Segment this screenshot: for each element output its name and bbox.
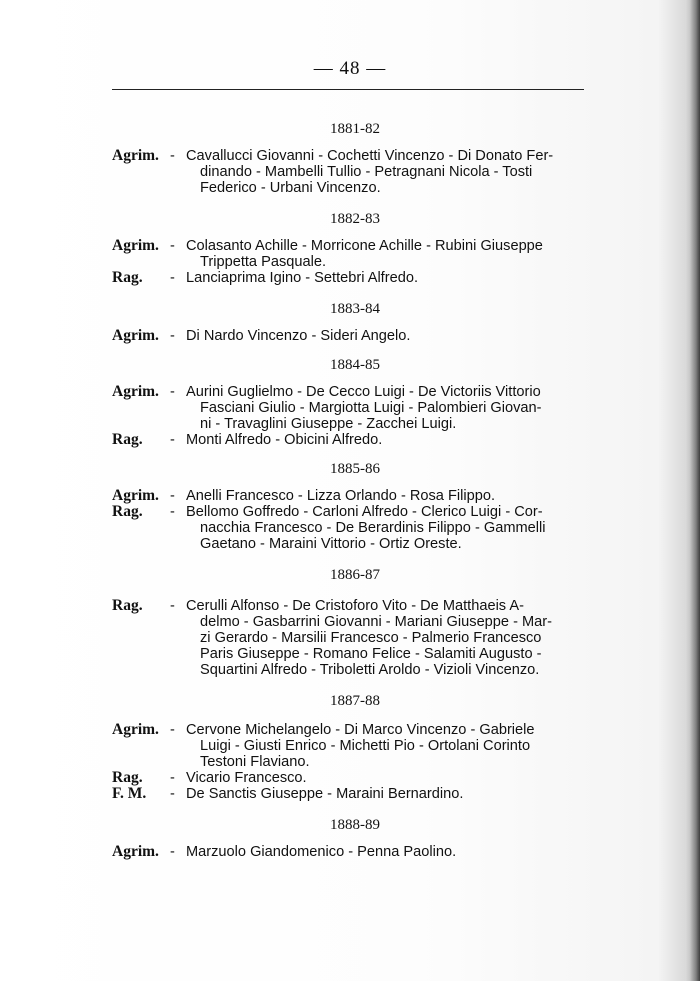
separator-dash: - (170, 598, 175, 614)
list-item (112, 328, 598, 344)
names-line: ni - Travaglini Giuseppe - Zacchei Luigi. (200, 416, 457, 432)
list-item (112, 384, 598, 432)
names-line: Gaetano - Maraini Vittorio - Ortiz Oreste. (200, 536, 462, 552)
separator-dash: - (170, 328, 175, 344)
names-line: Vicario Francesco. (186, 770, 307, 786)
separator-dash: - (170, 770, 175, 786)
graduates-list (112, 108, 598, 860)
separator-dash: - (170, 786, 175, 802)
category-label: Agrim. (112, 487, 159, 504)
names-line: Squartini Alfredo - Triboletti Aroldo - Vizioli Vincenzo. (200, 662, 540, 678)
category-label: Agrim. (112, 383, 159, 400)
page-number: — 48 — (313, 58, 387, 79)
names-line: nacchia Francesco - De Berardinis Filippo - Gammelli (200, 520, 546, 536)
names-line: Testoni Flaviano. (200, 754, 310, 770)
names-block (186, 786, 598, 802)
names-line: delmo - Gasbarrini Giovanni - Mariani Giuseppe - Mar- (200, 614, 552, 630)
category-label: Rag. (112, 769, 143, 786)
year-heading: 1888-89 (330, 817, 380, 833)
names-block (186, 384, 598, 432)
page-edge-shadow (690, 0, 700, 981)
names-line: Cerulli Alfonso - De Cristoforo Vito - De Matthaeis A- (186, 598, 524, 614)
names-block (186, 722, 598, 770)
separator-dash: - (170, 722, 175, 738)
names-line: Anelli Francesco - Lizza Orlando - Rosa Filippo. (186, 488, 496, 504)
category-label: Agrim. (112, 147, 159, 164)
year-heading: 1882-83 (330, 211, 380, 227)
year-heading: 1883-84 (330, 301, 380, 317)
list-item (112, 488, 598, 504)
year-heading: 1885-86 (330, 461, 380, 477)
category-label: Agrim. (112, 843, 159, 860)
names-line: Trippetta Pasquale. (200, 254, 327, 270)
header-rule (112, 89, 584, 90)
names-line: Federico - Urbani Vincenzo. (200, 180, 381, 196)
separator-dash: - (170, 384, 175, 400)
list-item (112, 786, 598, 802)
separator-dash: - (170, 148, 175, 164)
category-label: Rag. (112, 597, 143, 614)
separator-dash: - (170, 432, 175, 448)
names-line: Cervone Michelangelo - Di Marco Vincenzo - Gabriele (186, 722, 535, 738)
names-line: Aurini Guglielmo - De Cecco Luigi - De Victoriis Vittorio (186, 384, 541, 400)
names-block (186, 432, 598, 448)
names-line: Monti Alfredo - Obicini Alfredo. (186, 432, 383, 448)
names-block (186, 770, 598, 786)
names-block (186, 504, 598, 552)
names-block (186, 488, 598, 504)
names-line: Colasanto Achille - Morricone Achille - Rubini Giuseppe (186, 238, 543, 254)
year-heading: 1887-88 (330, 693, 380, 709)
names-line: Fasciani Giulio - Margiotta Luigi - Palombieri Giovan- (200, 400, 542, 416)
names-line: dinando - Mambelli Tullio - Petragnani Nicola - Tosti (200, 164, 533, 180)
names-line: Paris Giuseppe - Romano Felice - Salamiti Augusto - (200, 646, 542, 662)
list-item (112, 770, 598, 786)
names-line: De Sanctis Giuseppe - Maraini Bernardino. (186, 786, 464, 802)
separator-dash: - (170, 844, 175, 860)
names-line: Cavallucci Giovanni - Cochetti Vincenzo - Di Donato Fer- (186, 148, 554, 164)
list-item (112, 598, 598, 678)
names-block (186, 238, 598, 270)
list-item (112, 270, 598, 286)
names-block (186, 844, 598, 860)
names-line: Lanciaprima Igino - Settebri Alfredo. (186, 270, 419, 286)
category-label: Rag. (112, 269, 143, 286)
names-line: Marzuolo Giandomenico - Penna Paolino. (186, 844, 457, 860)
separator-dash: - (170, 238, 175, 254)
names-line: Bellomo Goffredo - Carloni Alfredo - Clerico Luigi - Cor- (186, 504, 543, 520)
list-item (112, 432, 598, 448)
names-line: zi Gerardo - Marsilii Francesco - Palmerio Francesco (200, 630, 542, 646)
list-item (112, 238, 598, 270)
separator-dash: - (170, 504, 175, 520)
category-label: Rag. (112, 431, 143, 448)
separator-dash: - (170, 488, 175, 504)
year-heading: 1886-87 (330, 567, 380, 583)
names-block (186, 598, 598, 678)
separator-dash: - (170, 270, 175, 286)
list-item (112, 844, 598, 860)
category-label: F. M. (112, 785, 147, 802)
category-label: Agrim. (112, 327, 159, 344)
list-item (112, 148, 598, 196)
names-block (186, 328, 598, 344)
year-heading: 1881-82 (330, 121, 380, 137)
list-item (112, 504, 598, 552)
names-line: Luigi - Giusti Enrico - Michetti Pio - Ortolani Corinto (200, 738, 531, 754)
list-item (112, 722, 598, 770)
names-block (186, 270, 598, 286)
category-label: Agrim. (112, 237, 159, 254)
category-label: Agrim. (112, 721, 159, 738)
names-line: Di Nardo Vincenzo - Sideri Angelo. (186, 328, 411, 344)
names-block (186, 148, 598, 196)
category-label: Rag. (112, 503, 143, 520)
year-heading: 1884-85 (330, 357, 380, 373)
